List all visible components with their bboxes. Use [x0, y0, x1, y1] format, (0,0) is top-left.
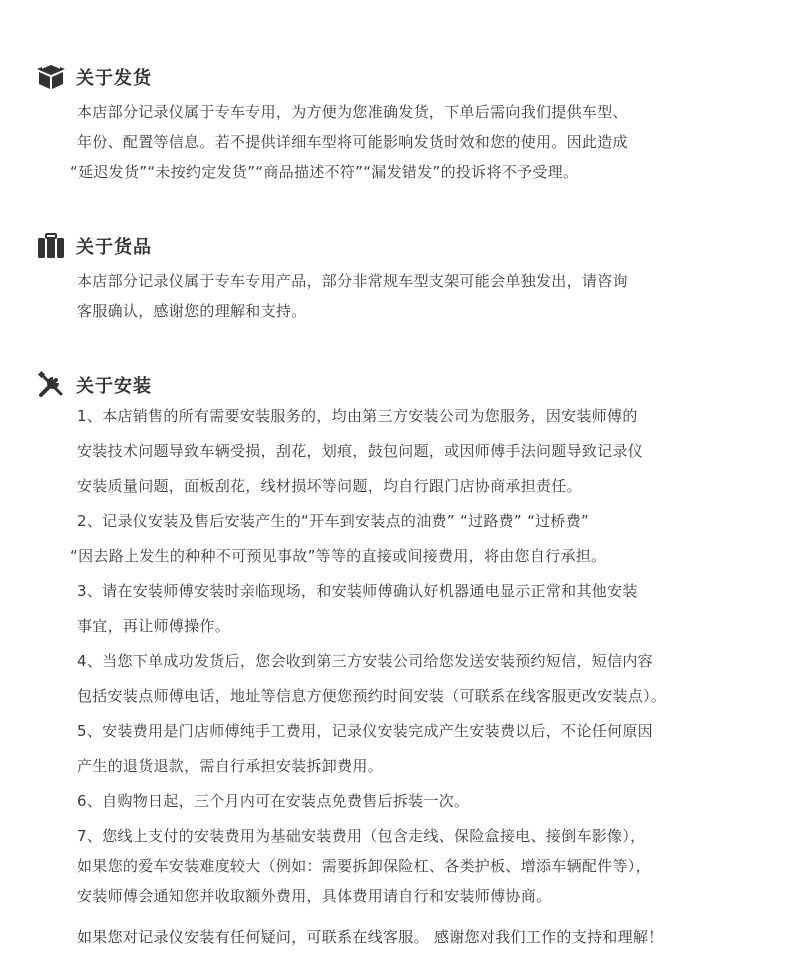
goods-header — [36, 231, 152, 261]
install-line: “因去路上发生的种种不可预见事故”等等的直接或间接费用，将由您自行承担。 — [70, 547, 607, 565]
footer-note: 如果您对记录仪安装有任何疑问，可联系在线客服。 感谢您对我们工作的支持和理解！ — [77, 928, 664, 946]
install-line: 包括安装点师傅电话，地址等信息方便您预约时间安装（可联系在线客服更改安装点）。 — [77, 687, 667, 705]
install-line: 安装技术问题导致车辆受损，刮花，划痕，鼓包问题，或因师傅手法问题导致记录仪 — [77, 442, 644, 460]
install-line: 产生的退货退款，需自行承担安装拆卸费用。 — [77, 757, 384, 775]
install-line: 6、自购物日起，三个月内可在安装点免费售后拆装一次。 — [77, 792, 470, 810]
install-line: 2、记录仪安装及售后安装产生的“开车到安装点的油费” “过路费” “过桥费” — [77, 512, 590, 530]
install-line: 5、安装费用是门店师傅纯手工费用，记录仪安装完成产生安装费以后，不论任何原因 — [77, 722, 653, 740]
install-line: 如果您的爱车安装难度较大（例如：需要拆卸保险杠、各类护板、增添车辆配件等）， — [77, 857, 651, 875]
shipping-line: 本店部分记录仪属于专车专用，为方便为您准确发货，下单后需向我们提供车型、 — [77, 103, 628, 121]
tools-icon — [36, 370, 66, 400]
install-line: 3、请在安装师傅安装时亲临现场，和安装师傅确认好机器通电显示正常和其他安装 — [77, 582, 638, 600]
shipping-line: 年份、配置等信息。若不提供详细车型将可能影响发货时效和您的使用。因此造成 — [77, 133, 628, 151]
install-title: 关于安装 — [76, 376, 152, 397]
goods-line: 本店部分记录仪属于专车专用产品，部分非常规车型支架可能会单独发出，请咨询 — [77, 272, 628, 290]
shipping-title: 关于发货 — [76, 68, 152, 89]
install-line: 1、本店销售的所有需要安装服务的，均由第三方安装公司为您服务，因安装师傅的 — [77, 407, 638, 425]
install-line: 事宜，再让师傅操作。 — [77, 617, 231, 635]
box-icon — [36, 62, 66, 92]
install-line: 7、您线上支付的安装费用为基础安装费用（包含走线、保险盒接电、接倒车影像）， — [77, 827, 646, 845]
install-line: 安装质量问题，面板刮花，线材损坏等问题，均自行跟门店协商承担责任。 — [77, 477, 582, 495]
install-header — [36, 370, 152, 400]
shipping-line: “延迟发货”“未按约定发货”“商品描述不符”“漏发错发”的投诉将不予受理。 — [70, 163, 579, 181]
shipping-header — [36, 62, 152, 92]
goods-title: 关于货品 — [76, 237, 152, 258]
install-line: 安装师傅会通知您并收取额外费用，具体费用请自行和安装师傅协商。 — [77, 887, 552, 905]
install-line: 4、当您下单成功发货后，您会收到第三方安装公司给您发送安装预约短信，短信内容 — [77, 652, 653, 670]
goods-line: 客服确认，感谢您的理解和支持。 — [77, 302, 307, 320]
luggage-icon — [36, 231, 66, 261]
